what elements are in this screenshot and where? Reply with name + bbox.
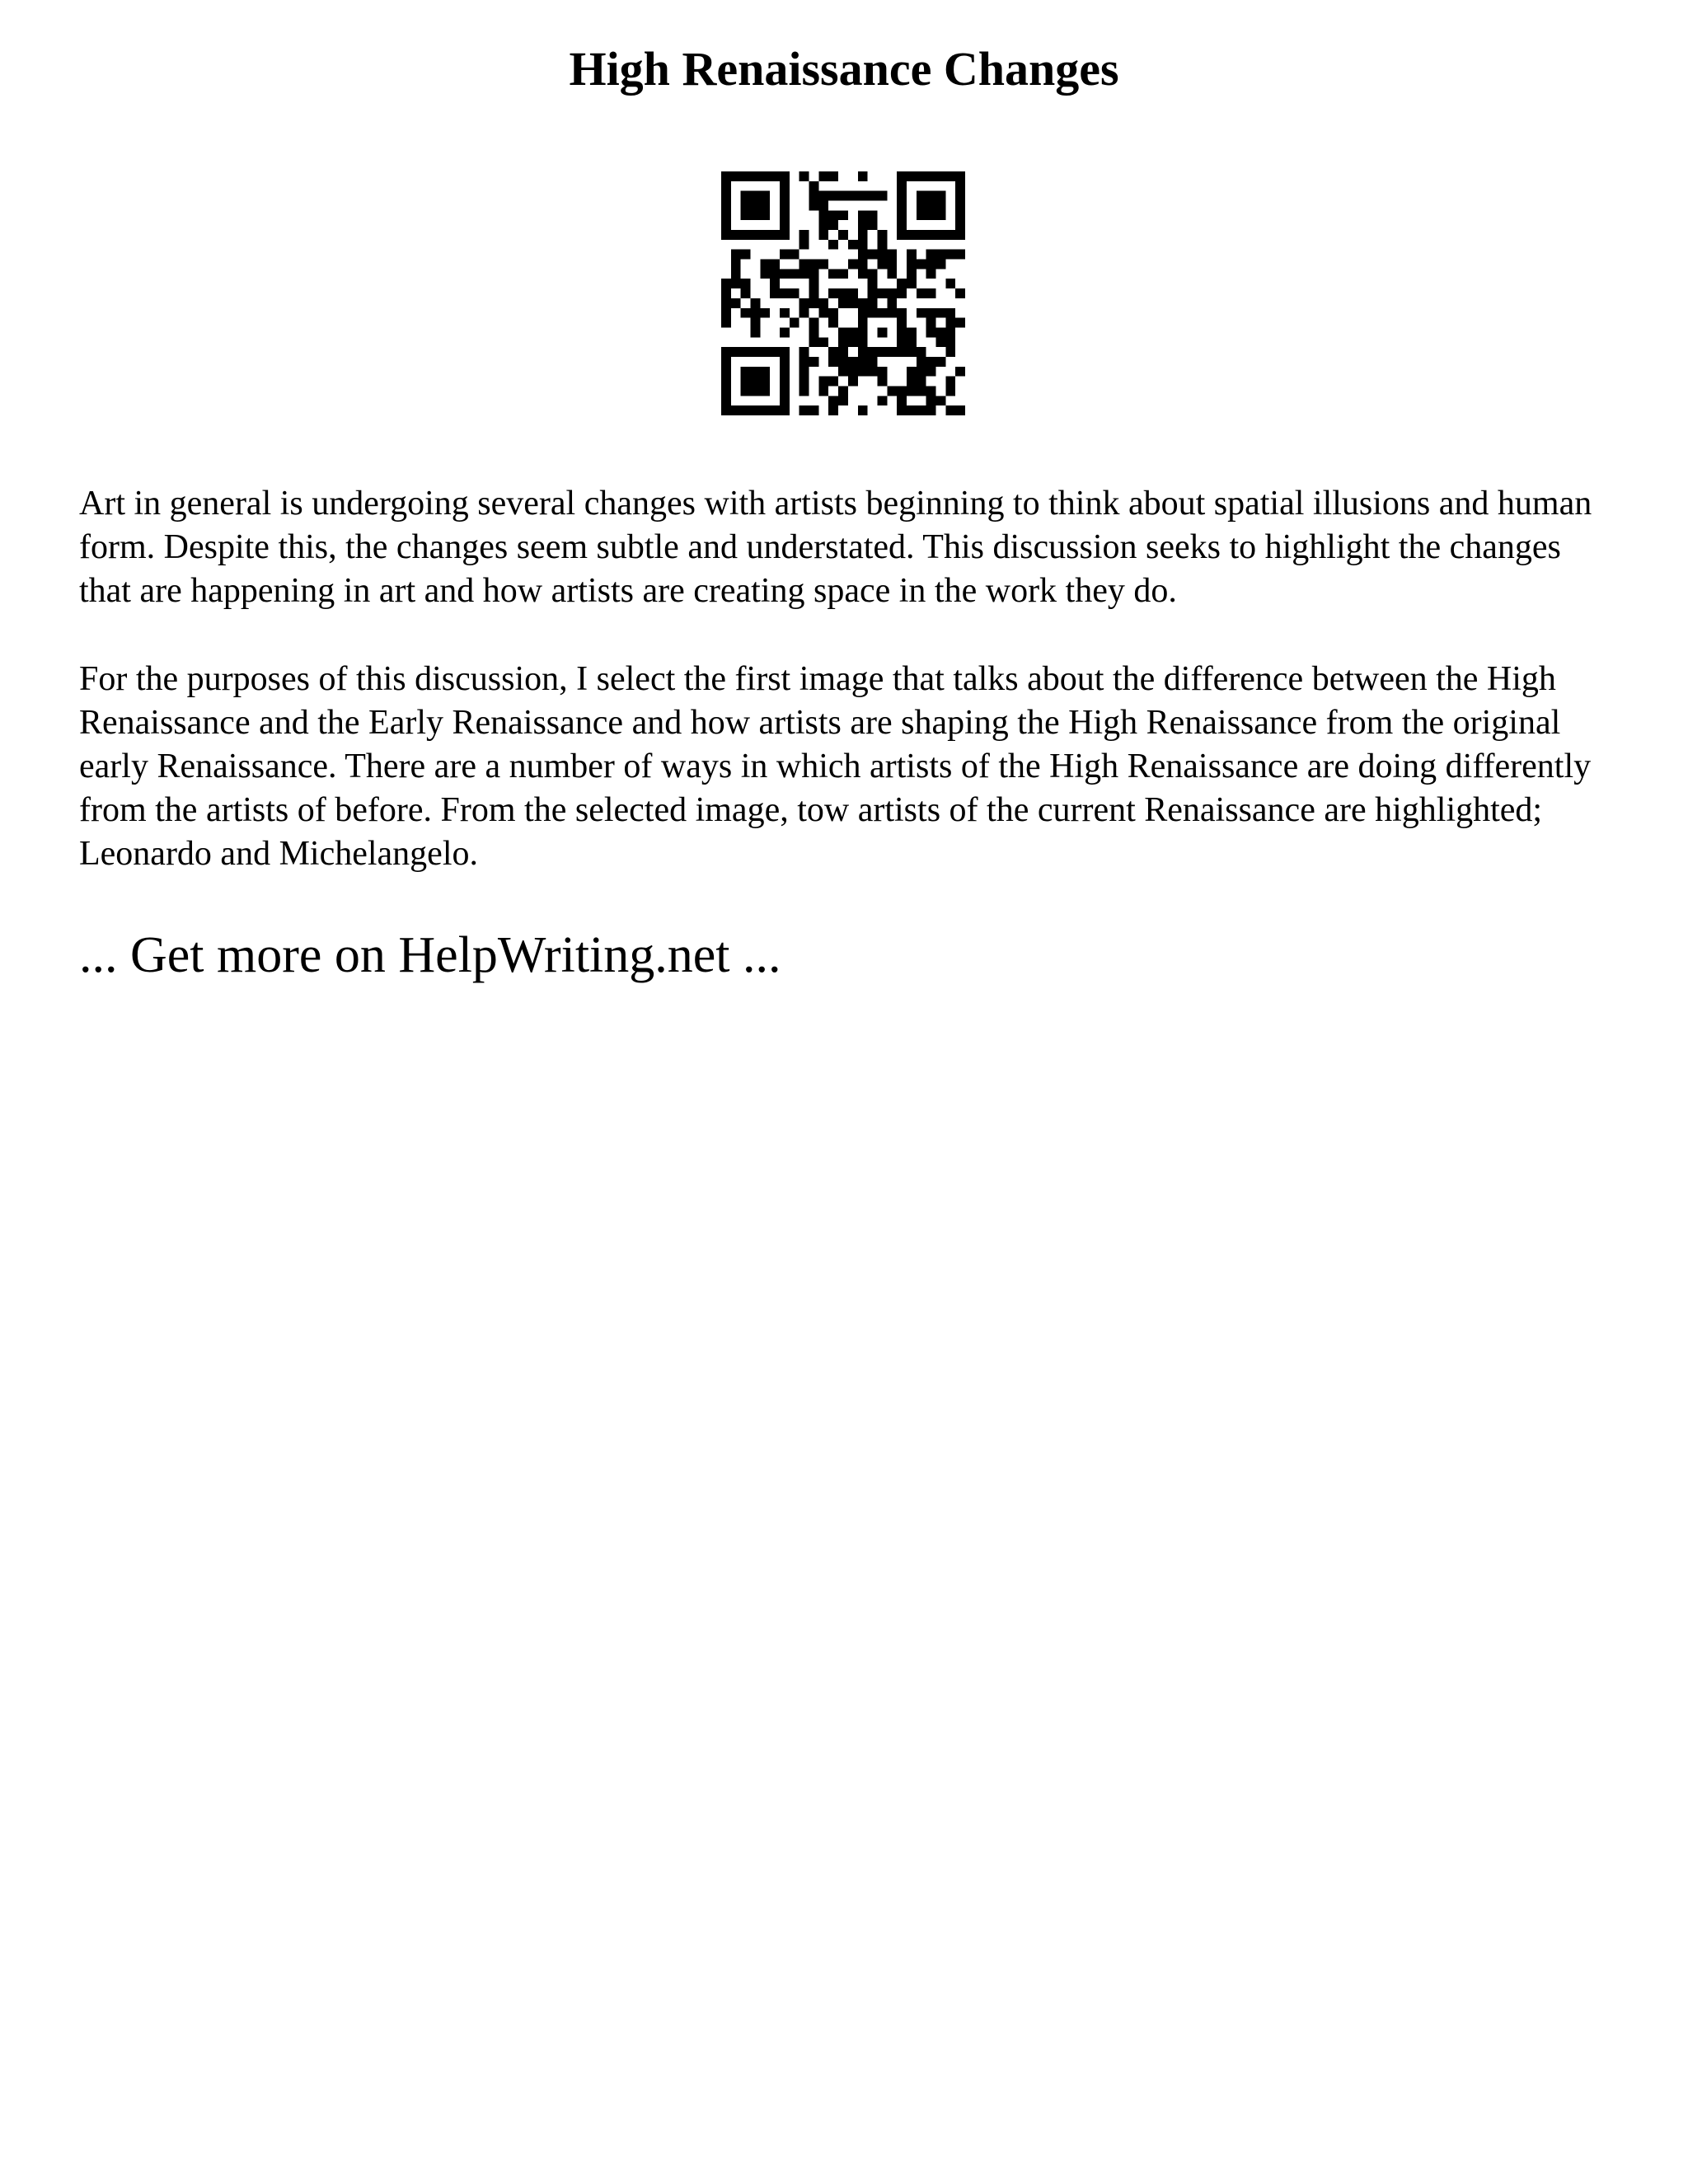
paragraph-discussion: For the purposes of this discussion, I select the first image that talks about the difference between the High Renaissance and the Early Renaissance and how artists are shaping the High Renaissance from the original early Renaissance. There are a number of ways in which artists of the High Renaissance are doing differently from the artists of before. From the selected image, tow artists of the current Renaissance are highlighted; Leonardo and Michelangelo.	[79, 660, 1592, 873]
paragraph-intro: Art in general is undergoing several changes with artists beginning to think about spatial illusions and human form. Despite this, the changes seem subtle and understated. This discussion seeks to highlight the changes that are happening in art and how artists are creating space in the work they do.	[79, 485, 1592, 610]
page-title: High Renaissance Changes	[569, 42, 1119, 96]
qr-code-icon	[721, 171, 965, 415]
get-more-link[interactable]: ... Get more on HelpWriting.net ...	[79, 927, 781, 983]
